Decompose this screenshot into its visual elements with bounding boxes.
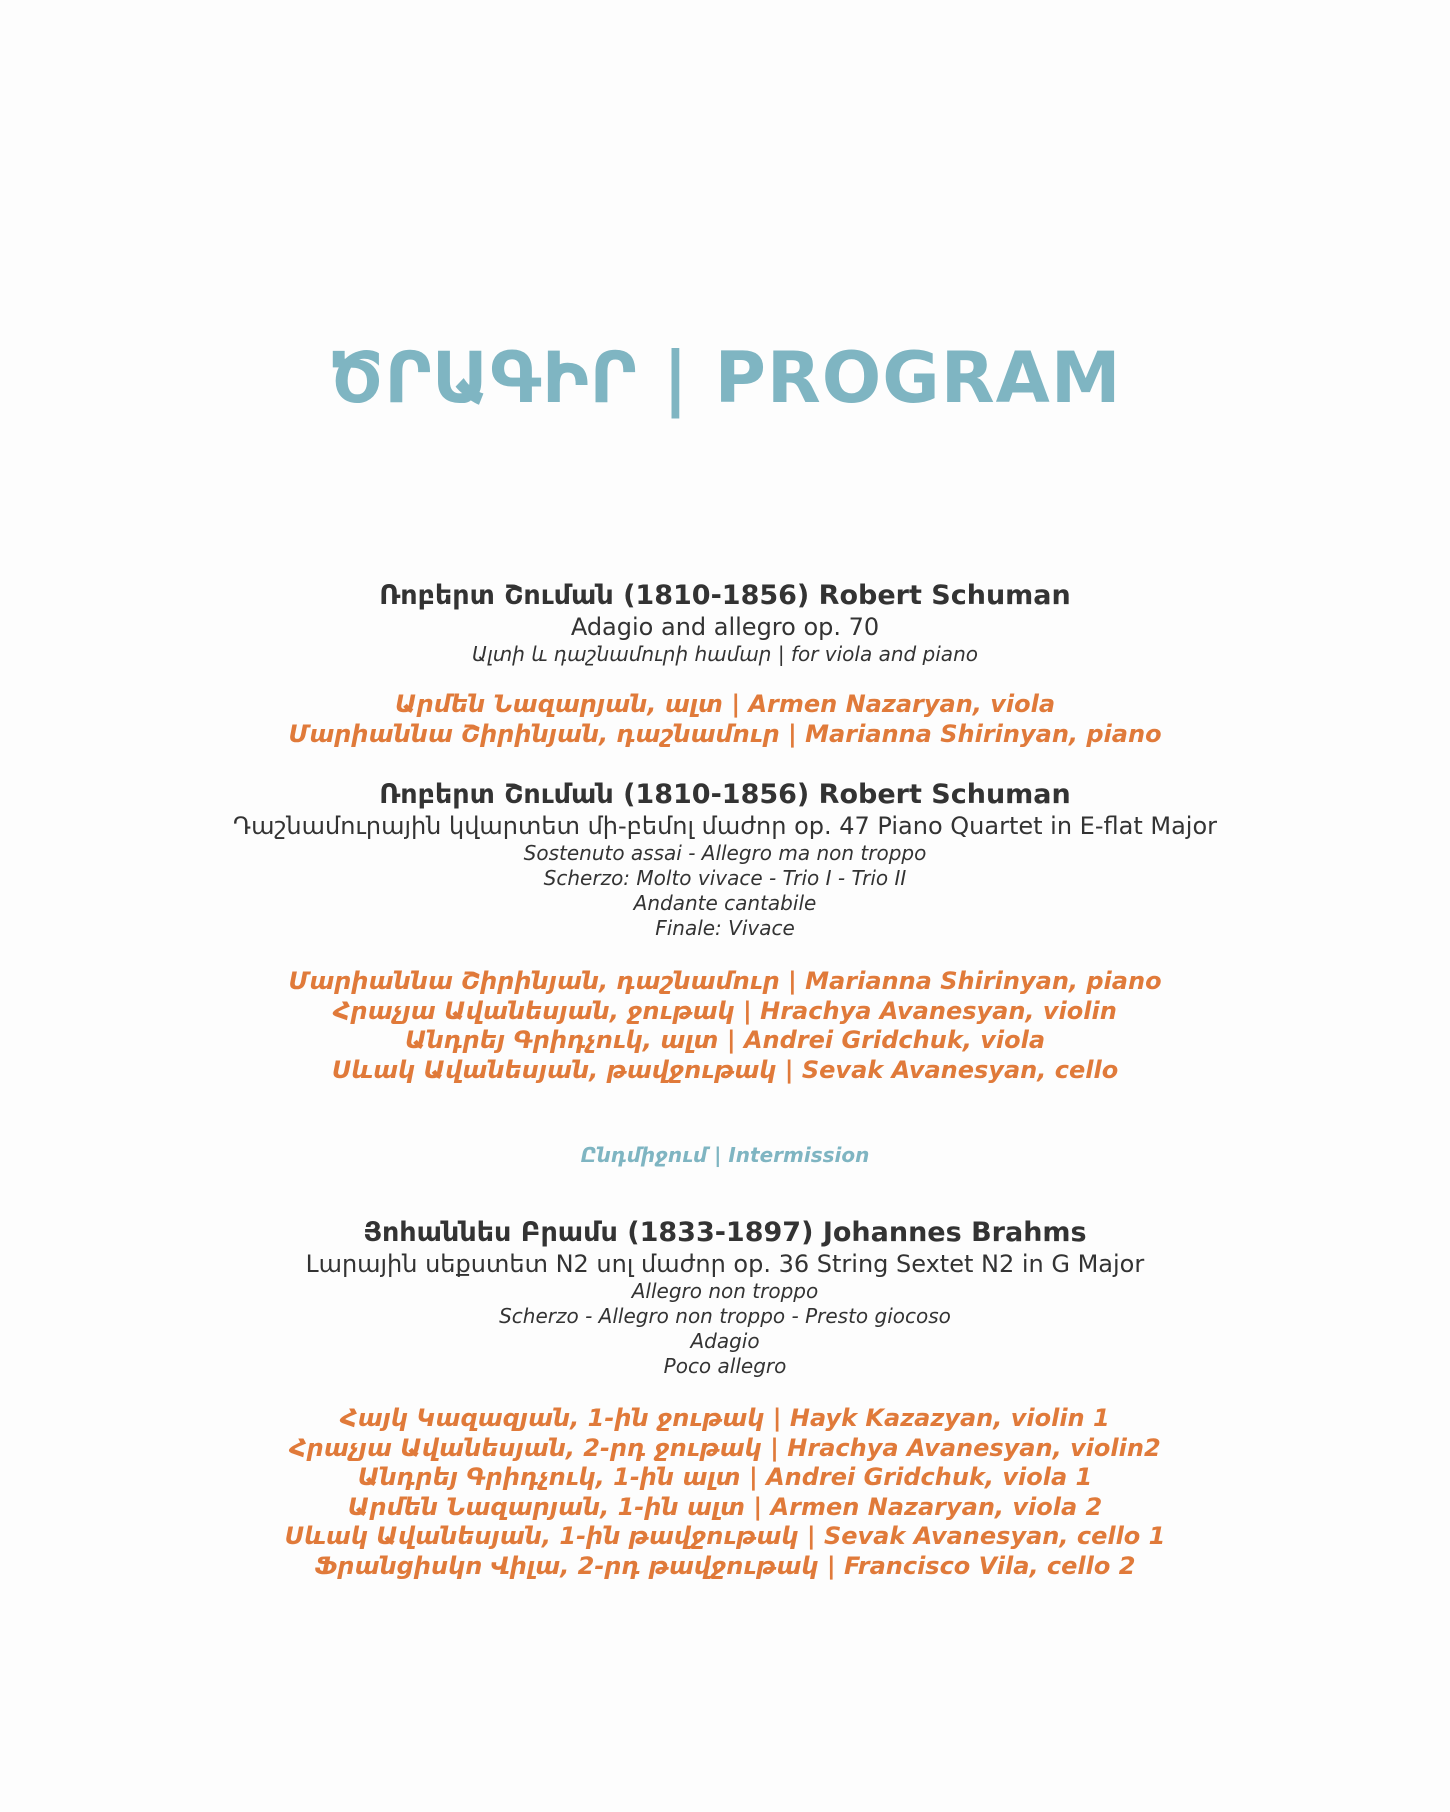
movement-line: Poco allegro	[663, 1354, 787, 1378]
piece-1	[0, 580, 1450, 667]
page-title: ԾՐԱԳԻՐ | PROGRAM	[328, 337, 1122, 419]
movement-line: Scherzo - Allegro non troppo - Presto giocoso	[499, 1304, 951, 1328]
piece-2	[0, 779, 1450, 941]
performer-line: Մարիաննա Շիրինյան, դաշնամուր | Marianna Shirinyan, piano	[288, 719, 1162, 748]
piece-1-detail: Ալտի և դաշնամուրի համար | for viola and piano	[472, 642, 978, 666]
piece-2-composer: Ռոբերտ Շուման (1810-1856) Robert Schuman	[379, 779, 1071, 810]
performer-line: Ֆրանցիսկո Վիլա, 2-րդ թավջութակ | Francisco Vila, cello 2	[314, 1551, 1136, 1580]
performer-line: Սևակ Ավանեսյան, թավջութակ | Sevak Avanesyan, cello	[331, 1055, 1119, 1084]
movement-line: Sostenuto assai - Allegro ma non troppo	[523, 841, 927, 865]
piece-3	[0, 1217, 1450, 1379]
performer-line: Սևակ Ավանեսյան, 1-ին թավջութակ | Sevak Avanesyan, cello 1	[284, 1522, 1166, 1550]
piece-1-work: Adagio and allegro op. 70	[570, 613, 880, 641]
movement-line: Scherzo: Molto vivace - Trio I - Trio II	[543, 866, 907, 890]
performer-line: Հայկ Կազազյան, 1-ին ջութակ | Hayk Kazazyan, violin 1	[340, 1404, 1110, 1432]
performer-line: Անդրեյ Գրիդչուկ, ալտ | Andrei Gridchuk, viola	[404, 1026, 1046, 1054]
piece-2-work: Դաշնամուրային կվարտետ մի-բեմոլ մաժոր op. 47 Piano Quartet in E-flat Major	[232, 812, 1217, 840]
performer-line: Հրաչյա Ավանեսյան, ջութակ | Hrachya Avanesyan, violin	[333, 996, 1117, 1025]
performer-line: Մարիաննա Շիրինյան, դաշնամուր | Marianna Shirinyan, piano	[288, 967, 1162, 995]
movement-line: Finale: Vivace	[655, 916, 795, 940]
piece-3-composer: Յոհաննես Բրամս (1833-1897) Johannes Brahms	[363, 1217, 1087, 1248]
performer-line: Անդրեյ Գրիդչուկ, 1-ին ալտ | Andrei Gridchuk, viola 1	[357, 1463, 1093, 1491]
piece-1-composer: Ռոբերտ Շուման (1810-1856) Robert Schuman	[379, 580, 1071, 611]
piece-1-performers	[0, 690, 1450, 749]
performer-line: Հրաչյա Ավանեսյան, 2-րդ ջութակ | Hrachya Avanesyan, violin2	[289, 1433, 1161, 1462]
performer-line: Արմեն Նազարյան, ալտ | Armen Nazaryan, viola	[394, 690, 1056, 718]
piece-2-performers	[0, 967, 1450, 1085]
movement-line: Adagio	[690, 1329, 760, 1353]
performer-line: Արմեն Նազարյան, 1-ին ալտ | Armen Nazaryan, viola 2	[347, 1492, 1103, 1521]
piece-3-work: Լարային սեքստետ N2 սոլ մաժոր op. 36 String Sextet N2 in G Major	[305, 1250, 1145, 1278]
movement-line: Andante cantabile	[633, 891, 817, 915]
intermission-block	[0, 1142, 1450, 1168]
movement-line: Allegro non troppo	[631, 1279, 819, 1303]
intermission-label: Ընդմիջում | Intermission	[580, 1143, 870, 1167]
piece-3-performers	[0, 1404, 1450, 1581]
